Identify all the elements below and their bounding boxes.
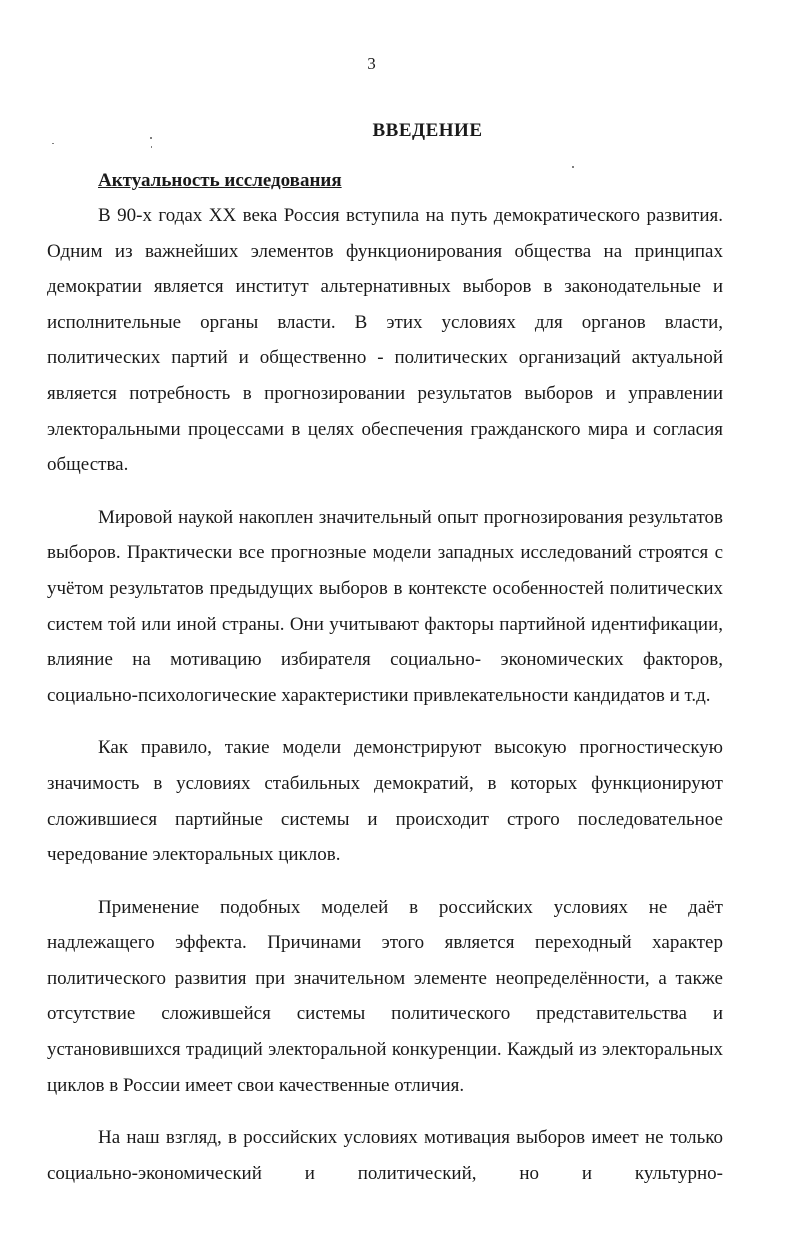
scan-speck — [150, 137, 152, 139]
page-title: ВВЕДЕНИЕ — [372, 120, 483, 141]
paragraph: Применение подобных моделей в российских условиях не даёт надлежащего эффекта. Причинами этого является переходный характер политического развития при значительном элементе неопределённости, а также отсутствие сложившейся системы политического представительства и установившихся традиций электоральной конкуренции. Каждый из электоральных циклов в России имеет свои качественные отличия. — [47, 896, 723, 1096]
scan-speck — [52, 143, 54, 144]
paragraph: Мировой наукой накоплен значительный опыт прогнозирования результатов выборов. Практически все прогнозные модели западных исследований строятся с учётом результатов предыдущих выборов в контексте особенностей политических систем той или иной страны. Они учитывают факторы партийной идентификации, влияние на мотивацию избирателя социально- экономических факторов, социально-психологические характеристики привлекательности кандидатов и т.д. — [47, 506, 723, 706]
scan-speck — [151, 146, 152, 148]
page-number: 3 — [367, 54, 376, 73]
paragraph: Как правило, такие модели демонстрируют высокую прогностическую значимость в условиях стабильных демократий, в которых функционируют сложившиеся партийные системы и происходит строго последовательное чередование электоральных циклов. — [47, 737, 723, 866]
paragraph: В 90-х годах XX века Россия вступила на путь демократического развития. Одним из важнейших элементов функционирования общества на принципах демократии является институт альтернативных выборов в законодательные и исполнительные органы власти. В этих условиях для органов власти, политических партий и общественно - политических организаций актуальной является потребность в прогнозировании результатов выборов и управлении электоральными процессами в целях обеспечения гражданского мира и согласия общества. — [47, 205, 723, 476]
scan-speck — [572, 166, 574, 168]
body-text — [47, 198, 723, 1191]
section-subheading: Актуальность исследования — [98, 170, 342, 191]
paragraph: На наш взгляд, в российских условиях мотивация выборов имеет не только социально-экономический и политический, но и культурно- — [47, 1127, 723, 1184]
